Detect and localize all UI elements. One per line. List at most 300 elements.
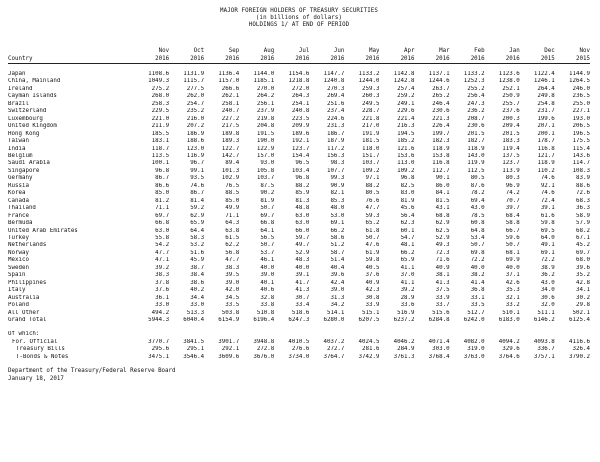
holding-value: 84.1: [435, 190, 450, 197]
holding-value: 85.9: [295, 190, 310, 197]
country-name: Australia: [8, 294, 40, 301]
holding-value: 52.9: [435, 234, 450, 241]
holding-value: 1240.8: [323, 78, 345, 85]
table-row: [8, 93, 590, 100]
holding-value: 319.0: [467, 346, 485, 353]
holding-value: 96.8: [155, 167, 170, 174]
holding-value: 3770.7: [148, 338, 170, 345]
holding-value: 30.2: [576, 294, 590, 301]
holding-value: 121.7: [537, 152, 555, 159]
holding-value: 41.7: [295, 279, 310, 286]
holding-value: 502.1: [572, 309, 590, 316]
holding-value: 83.0: [400, 190, 415, 197]
holding-value: 154.4: [291, 152, 310, 159]
holding-value: 102.9: [221, 175, 240, 182]
holding-value: 292.1: [221, 346, 240, 353]
holding-value: 224.6: [326, 115, 345, 122]
holding-value: 249.8: [537, 93, 555, 100]
holding-value: 201.5: [502, 130, 520, 137]
holding-value: 96.8: [295, 175, 310, 182]
holding-value: 90.2: [260, 190, 275, 197]
country-name: Luxembourg: [8, 115, 43, 122]
holding-value: 112.5: [467, 167, 485, 174]
holding-value: 156.3: [326, 152, 345, 159]
holding-value: 123.0: [186, 145, 205, 152]
table-row: [8, 153, 590, 160]
holding-value: 61.9: [365, 249, 380, 256]
country-name: Norway: [8, 249, 29, 256]
holding-value: 72.4: [540, 197, 555, 204]
holding-value: 64.4: [190, 227, 205, 234]
holding-value: 250.9: [502, 93, 520, 100]
holding-value: 41.1: [400, 264, 415, 271]
holding-value: 1154.6: [288, 71, 310, 77]
table-row: [8, 175, 590, 182]
holding-value: 227.1: [572, 108, 590, 115]
holding-value: 33.6: [400, 302, 415, 309]
header-month-row: [8, 47, 590, 55]
holding-value: 68.4: [505, 212, 520, 219]
holding-value: 3546.4: [183, 353, 205, 360]
holding-value: 30.8: [365, 294, 380, 301]
holding-value: 65.9: [400, 257, 415, 264]
holding-value: 36.3: [576, 205, 590, 212]
holding-value: 62.3: [400, 220, 415, 227]
holding-value: 70.7: [505, 197, 520, 204]
holding-value: 189.3: [221, 138, 240, 145]
title-line-2: (in billions of dollars): [255, 15, 343, 21]
holding-value: 81.9: [260, 197, 275, 204]
holding-value: 47.7: [155, 249, 170, 256]
holding-value: 246.0: [572, 85, 590, 92]
holding-value: 63.0: [295, 212, 310, 219]
holding-value: 122.7: [221, 145, 240, 152]
holding-value: 175.5: [572, 138, 590, 145]
holding-value: 196.5: [572, 130, 590, 137]
holding-value: 69.1: [540, 249, 555, 256]
holding-value: 86.0: [435, 182, 450, 189]
holding-value: 58.9: [576, 212, 590, 219]
holding-value: 249.1: [397, 100, 415, 107]
holding-value: 200.1: [537, 130, 555, 137]
holding-value: 78.2: [470, 190, 485, 197]
country-name: Taiwan: [8, 138, 29, 145]
table-row: [8, 116, 590, 123]
holding-value: 6280.0: [323, 316, 345, 323]
holding-value: 58.8: [505, 220, 520, 227]
holding-value: 3764.6: [498, 353, 520, 360]
holding-value: 39.1: [540, 205, 555, 212]
holding-value: 240.7: [221, 108, 240, 115]
holding-value: 100.1: [151, 160, 170, 167]
holding-value: 199.6: [537, 115, 555, 122]
source-date: January 18, 2017: [8, 376, 64, 383]
holding-value: 71.6: [435, 257, 450, 264]
holding-value: 81.9: [400, 197, 415, 204]
column-year: 2016: [344, 55, 379, 64]
holding-value: 90.1: [435, 175, 450, 182]
holding-value: 103.7: [362, 160, 380, 167]
holding-value: 47.7: [365, 205, 380, 212]
holding-value: 6207.5: [358, 316, 380, 323]
holding-value: 3901.7: [218, 338, 240, 345]
holding-value: 1108.6: [148, 71, 170, 77]
table-row: [8, 86, 590, 93]
holding-value: 269.4: [326, 93, 345, 100]
holding-value: 42.6: [505, 279, 520, 286]
holding-value: 514.1: [326, 309, 345, 316]
holding-value: 237.4: [326, 108, 345, 115]
holding-value: 209.9: [291, 123, 310, 130]
holding-value: 50.7: [505, 242, 520, 249]
holding-value: 113.0: [397, 160, 415, 167]
holding-value: 1133.2: [358, 71, 380, 77]
holding-value: 219.8: [256, 115, 275, 122]
holding-value: 38.9: [540, 264, 555, 271]
holding-value: 50.7: [470, 242, 485, 249]
holding-value: 151.7: [362, 152, 380, 159]
holding-value: 3761.3: [393, 353, 415, 360]
holding-value: 64.8: [470, 227, 485, 234]
holding-value: 51.4: [330, 257, 345, 264]
column-month: Feb: [474, 48, 485, 54]
holding-value: 513.3: [186, 309, 205, 316]
holding-value: 33.7: [435, 302, 450, 309]
holding-value: 45.9: [190, 257, 205, 264]
table-row: [8, 346, 590, 353]
holding-value: 69.5: [540, 227, 555, 234]
holdings-table: [8, 47, 590, 361]
holding-value: 143.0: [467, 152, 485, 159]
holding-value: 256.4: [467, 93, 485, 100]
holding-value: 63.0: [155, 227, 170, 234]
holding-value: 264.3: [291, 93, 310, 100]
holding-value: 51.6: [190, 249, 205, 256]
column-year: 2016: [274, 55, 309, 64]
table-row: [8, 101, 590, 108]
holding-value: 40.2: [190, 287, 205, 294]
holding-value: 6183.0: [498, 316, 520, 323]
holding-value: 39.5: [225, 272, 240, 279]
holding-value: 260.3: [362, 93, 380, 100]
holding-value: 272.8: [256, 346, 275, 353]
holding-value: 37.0: [400, 272, 415, 279]
holding-value: 272.7: [326, 346, 345, 353]
holding-value: 32.8: [260, 294, 275, 301]
holding-value: 87.5: [260, 182, 275, 189]
holding-value: 118.9: [537, 160, 555, 167]
holding-value: 183.1: [151, 138, 170, 145]
holding-value: 33.5: [225, 302, 240, 309]
holding-value: 182.3: [432, 138, 450, 145]
holding-value: 185.5: [151, 130, 170, 137]
holding-value: 61.6: [540, 212, 555, 219]
holding-value: 62.9: [190, 212, 205, 219]
holding-value: 80.5: [365, 190, 380, 197]
holding-value: 1142.8: [393, 71, 415, 77]
header-year-row: [8, 55, 590, 64]
holding-value: 46.1: [260, 257, 275, 264]
holding-value: 4010.5: [288, 338, 310, 345]
holding-value: 192.1: [291, 138, 310, 145]
holding-value: 37.1: [505, 272, 520, 279]
holding-value: 61.8: [365, 227, 380, 234]
holding-value: 50.7: [260, 242, 275, 249]
country-name: T-Bonds & Notes: [16, 353, 69, 360]
holding-value: 59.6: [505, 234, 520, 241]
holding-value: 80.5: [470, 175, 485, 182]
holding-value: 54.7: [400, 234, 415, 241]
holding-value: 49.7: [295, 242, 310, 249]
holding-value: 153.6: [397, 152, 415, 159]
holding-value: 119.4: [502, 145, 520, 152]
holding-value: 59.8: [540, 220, 555, 227]
of-which-row: [8, 331, 590, 338]
holding-value: 216.3: [397, 123, 415, 130]
header-blank: [8, 47, 134, 55]
holding-value: 74.6: [540, 175, 555, 182]
holding-value: 494.2: [151, 309, 170, 316]
country-name: For. Official: [12, 338, 58, 345]
holding-value: 40.9: [365, 279, 380, 286]
holding-value: 82.5: [400, 182, 415, 189]
country-name: Thailand: [8, 205, 36, 212]
holding-value: 4024.5: [358, 338, 380, 345]
holding-value: 1244.0: [358, 78, 380, 85]
holding-value: 69.7: [155, 212, 170, 219]
holding-value: 78.5: [470, 212, 485, 219]
holding-value: 49.3: [435, 242, 450, 249]
holding-value: 56.8: [225, 249, 240, 256]
holding-value: 88.2: [295, 182, 310, 189]
country-name: Philippines: [8, 279, 47, 286]
holding-value: 69.4: [470, 197, 485, 204]
holding-value: 1144.9: [569, 71, 590, 77]
holding-value: 69.8: [470, 249, 485, 256]
holding-value: 6154.9: [218, 316, 240, 323]
holding-value: 6284.8: [428, 316, 450, 323]
country-name: Switzerland: [8, 108, 47, 115]
holding-value: 190.0: [256, 138, 275, 145]
table-row: [8, 78, 590, 85]
column-month: May: [368, 48, 380, 54]
holding-value: 69.7: [576, 249, 590, 256]
holding-value: 43.0: [470, 205, 485, 212]
holding-value: 96.9: [505, 182, 520, 189]
holding-value: 62.5: [435, 227, 450, 234]
holding-value: 186.7: [326, 130, 345, 137]
holding-value: 41.4: [470, 279, 485, 286]
holding-value: 34.0: [540, 287, 555, 294]
holding-value: 59.2: [190, 205, 205, 212]
holding-value: 1144.0: [253, 71, 275, 77]
column-year: 2015: [555, 55, 590, 64]
holding-value: 66.2: [330, 227, 345, 234]
holding-value: 1238.0: [498, 78, 520, 85]
country-name: Ireland: [8, 85, 33, 92]
holding-value: 4094.2: [498, 338, 520, 345]
column-year: 2016: [169, 55, 204, 64]
holding-value: 50.7: [365, 234, 380, 241]
holding-value: 178.7: [537, 138, 555, 145]
column-month: Apr: [404, 48, 415, 54]
holding-value: 66.7: [505, 227, 520, 234]
holding-value: 217.5: [221, 123, 240, 130]
holding-value: 34.2: [330, 302, 345, 309]
holding-value: 142.7: [221, 152, 240, 159]
holding-value: 107.7: [326, 167, 345, 174]
holding-value: 59.3: [365, 212, 380, 219]
holding-value: 39.2: [400, 287, 415, 294]
holding-value: 281.6: [362, 346, 380, 353]
source-note: [8, 367, 590, 383]
table-row: [8, 220, 590, 227]
holding-value: 199.7: [432, 130, 450, 137]
holding-value: 182.7: [467, 138, 485, 145]
holding-value: 96.5: [295, 160, 310, 167]
column-year: 2016: [239, 55, 274, 64]
country-name: China, Mainland: [8, 78, 61, 85]
holding-value: 510.8: [256, 309, 275, 316]
source-agency: Department of the Treasury/Federal Reserve Board: [8, 368, 176, 375]
holding-value: 191.9: [362, 130, 380, 137]
table-row: [8, 339, 590, 346]
holding-value: 3841.5: [183, 338, 205, 345]
holding-value: 98.3: [330, 160, 345, 167]
holding-value: 231.7: [537, 108, 555, 115]
holding-value: 1122.4: [533, 71, 555, 77]
holding-value: 259.2: [397, 93, 415, 100]
holding-value: 33.8: [260, 302, 275, 309]
report-title: [8, 8, 590, 29]
holding-value: 270.0: [256, 85, 275, 92]
spacer-row: [8, 324, 590, 331]
holding-value: 63.8: [225, 227, 240, 234]
holding-value: 3742.9: [358, 353, 380, 360]
holding-value: 118.7: [151, 145, 170, 152]
column-year: 2016: [204, 55, 239, 64]
holding-value: 1049.3: [148, 78, 170, 85]
holding-value: 58.3: [190, 234, 205, 241]
holding-value: 47.7: [225, 257, 240, 264]
holding-value: 255.2: [467, 85, 485, 92]
holding-value: 113.5: [151, 152, 170, 159]
holding-value: 86.6: [155, 182, 170, 189]
holding-value: 5944.3: [148, 316, 170, 323]
holding-value: 223.5: [291, 115, 310, 122]
column-year: 2016: [379, 55, 414, 64]
holding-value: 45.2: [576, 242, 590, 249]
holding-value: 186.9: [186, 130, 205, 137]
holding-value: 99.1: [190, 167, 205, 174]
holding-value: 61.5: [225, 234, 240, 241]
table-row: [8, 310, 590, 317]
holding-value: 246.4: [432, 100, 450, 107]
holding-value: 41.1: [400, 279, 415, 286]
holding-value: 114.7: [572, 160, 590, 167]
holding-value: 515.1: [362, 309, 380, 316]
holding-value: 47.6: [365, 242, 380, 249]
holding-value: 240.8: [291, 108, 310, 115]
holding-value: 85.0: [225, 197, 240, 204]
holding-value: 191.5: [256, 130, 275, 137]
holding-value: 40.0: [505, 264, 520, 271]
holding-value: 31.3: [330, 294, 345, 301]
country-name: Hong Kong: [8, 130, 40, 137]
holding-value: 36.2: [540, 272, 555, 279]
table-row: [8, 146, 590, 153]
column-month: Nov: [579, 48, 590, 54]
holding-value: 60.1: [400, 227, 415, 234]
holding-value: 37.5: [435, 287, 450, 294]
holding-value: 181.5: [362, 138, 380, 145]
holding-value: 42.3: [365, 287, 380, 294]
holding-value: 237.9: [256, 108, 275, 115]
holding-value: 33.9: [365, 302, 380, 309]
column-month: Jun: [333, 48, 345, 54]
holding-value: 251.6: [326, 100, 345, 107]
holding-value: 81.5: [435, 197, 450, 204]
holding-value: 35.3: [505, 287, 520, 294]
holding-value: 259.3: [362, 85, 380, 92]
holding-value: 38.7: [190, 264, 205, 271]
holding-value: 1123.6: [498, 71, 520, 77]
holding-value: 3790.2: [569, 353, 590, 360]
holding-value: 515.6: [432, 309, 450, 316]
holding-value: 39.6: [576, 264, 590, 271]
holding-value: 56.5: [260, 234, 275, 241]
holding-value: 1115.7: [183, 78, 205, 85]
holding-value: 69.7: [260, 212, 275, 219]
holding-value: 258.1: [221, 100, 240, 107]
holding-value: 56.4: [400, 212, 415, 219]
holding-value: 193.0: [572, 115, 590, 122]
holding-value: 116.8: [432, 160, 450, 167]
holding-value: 53.2: [190, 242, 205, 249]
holding-value: 42.4: [330, 279, 345, 286]
holding-value: 137.5: [502, 152, 520, 159]
holding-value: 264.2: [256, 93, 275, 100]
country-name: All Other: [8, 309, 40, 316]
holding-value: 227.2: [221, 115, 240, 122]
holding-value: 85.3: [330, 197, 345, 204]
title-line-3: HOLDINGS 1/ AT END OF PERIOD: [248, 22, 350, 28]
holding-value: 90.9: [330, 182, 345, 189]
holding-value: 51.2: [330, 242, 345, 249]
holding-value: 30.6: [540, 294, 555, 301]
table-row: [8, 272, 590, 279]
column-month: Dec: [544, 48, 555, 54]
table-row: [8, 265, 590, 272]
table-row: [8, 242, 590, 249]
holding-value: 65.2: [365, 220, 380, 227]
holding-value: 201.5: [467, 130, 485, 137]
country-name: France: [8, 212, 29, 219]
holding-value: 93.5: [190, 175, 205, 182]
holding-value: 109.2: [362, 167, 380, 174]
holding-value: 49.9: [225, 205, 240, 212]
holding-value: 88.2: [365, 182, 380, 189]
holding-value: 69.1: [330, 220, 345, 227]
holding-value: 34.5: [225, 294, 240, 301]
holding-value: 40.6: [260, 287, 275, 294]
holding-value: 116.9: [186, 152, 205, 159]
holding-value: 39.7: [505, 205, 520, 212]
holding-value: 37.6: [155, 287, 170, 294]
holding-value: 1157.0: [218, 78, 240, 85]
holding-value: 204.8: [256, 123, 275, 130]
holding-value: 64.0: [540, 234, 555, 241]
